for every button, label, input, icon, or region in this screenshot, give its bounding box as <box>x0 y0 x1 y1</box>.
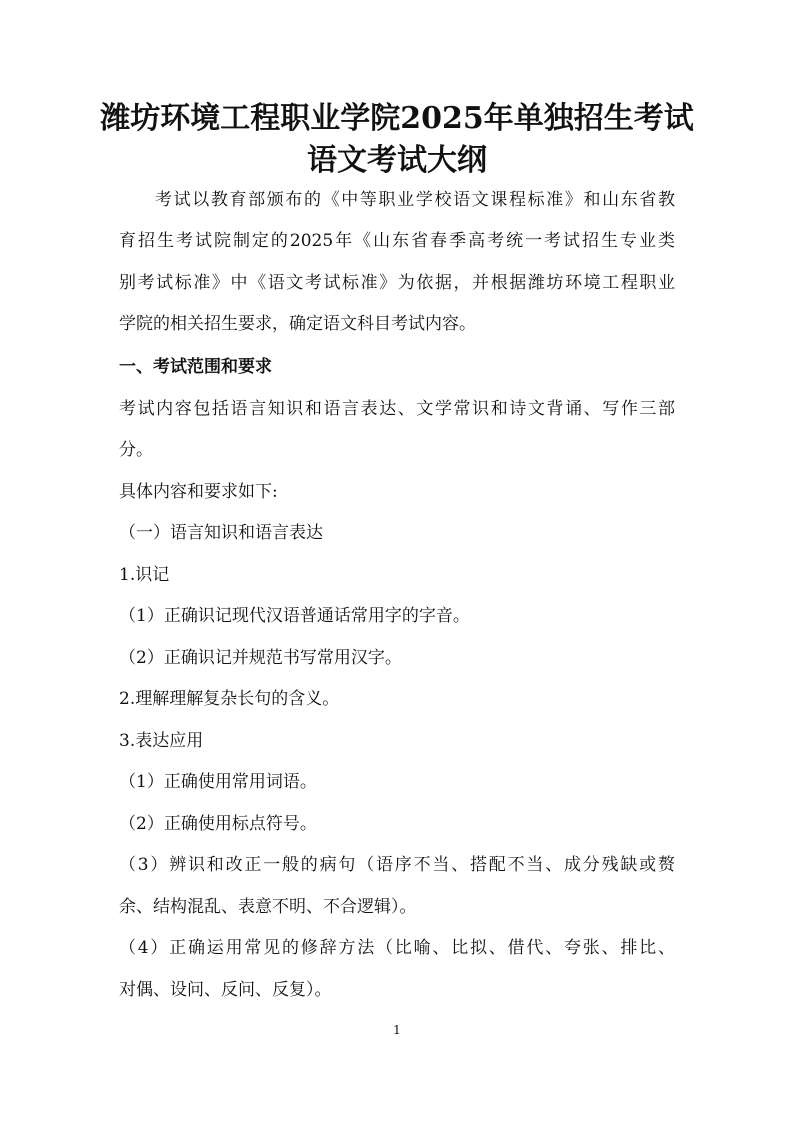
item-2-title: 2.理解理解复杂长句的含义。 <box>119 689 340 709</box>
intro-paragraph-line-3: 别考试标准》中《语文考试标准》为依据，并根据潍坊环境工程职业 <box>119 273 675 293</box>
item-3-1: （1）正确使用常用词语。 <box>119 772 317 792</box>
item-1-title: 1.识记 <box>119 565 170 585</box>
document-title-line-1: 潍坊环境工程职业学院2025年单独招生考试 <box>100 101 694 136</box>
section-heading-scope: 一、考试范围和要求 <box>119 357 272 377</box>
item-3-3-line-1: （3）辨识和改正一般的病句（语序不当、搭配不当、成分残缺或赘 <box>119 855 675 875</box>
intro-paragraph-line-1: 考试以教育部颁布的《中等职业学校语文课程标准》和山东省教 <box>155 190 675 210</box>
intro-paragraph-line-4: 学院的相关招生要求，确定语文科目考试内容。 <box>119 314 476 334</box>
item-1-2: （2）正确识记并规范书写常用汉字。 <box>119 648 402 668</box>
page-number: 1 <box>393 1023 401 1037</box>
item-1-1: （1）正确识记现代汉语普通话常用字的字音。 <box>119 606 470 626</box>
item-3-4-line-2: 对偶、设问、反问、反复）。 <box>119 980 332 1000</box>
subsection-heading-language: （一）语言知识和语言表达 <box>119 523 323 543</box>
item-3-2: （2）正确使用标点符号。 <box>119 814 317 834</box>
document-title-line-2: 语文考试大纲 <box>307 143 487 178</box>
item-3-title: 3.表达应用 <box>119 731 204 751</box>
scope-paragraph-line-2: 分。 <box>119 440 153 460</box>
item-3-3-line-2: 余、结构混乱、表意不明、不合逻辑）。 <box>119 897 417 917</box>
intro-paragraph-line-2: 育招生考试院制定的2025年《山东省春季高考统一考试招生专业类 <box>119 231 675 251</box>
detail-intro: 具体内容和要求如下: <box>119 482 278 502</box>
scope-paragraph-line-1: 考试内容包括语言知识和语言表达、文学常识和诗文背诵、写作三部 <box>119 399 675 419</box>
item-3-4-line-1: （4）正确运用常见的修辞方法（比喻、比拟、借代、夸张、排比、 <box>119 938 675 958</box>
